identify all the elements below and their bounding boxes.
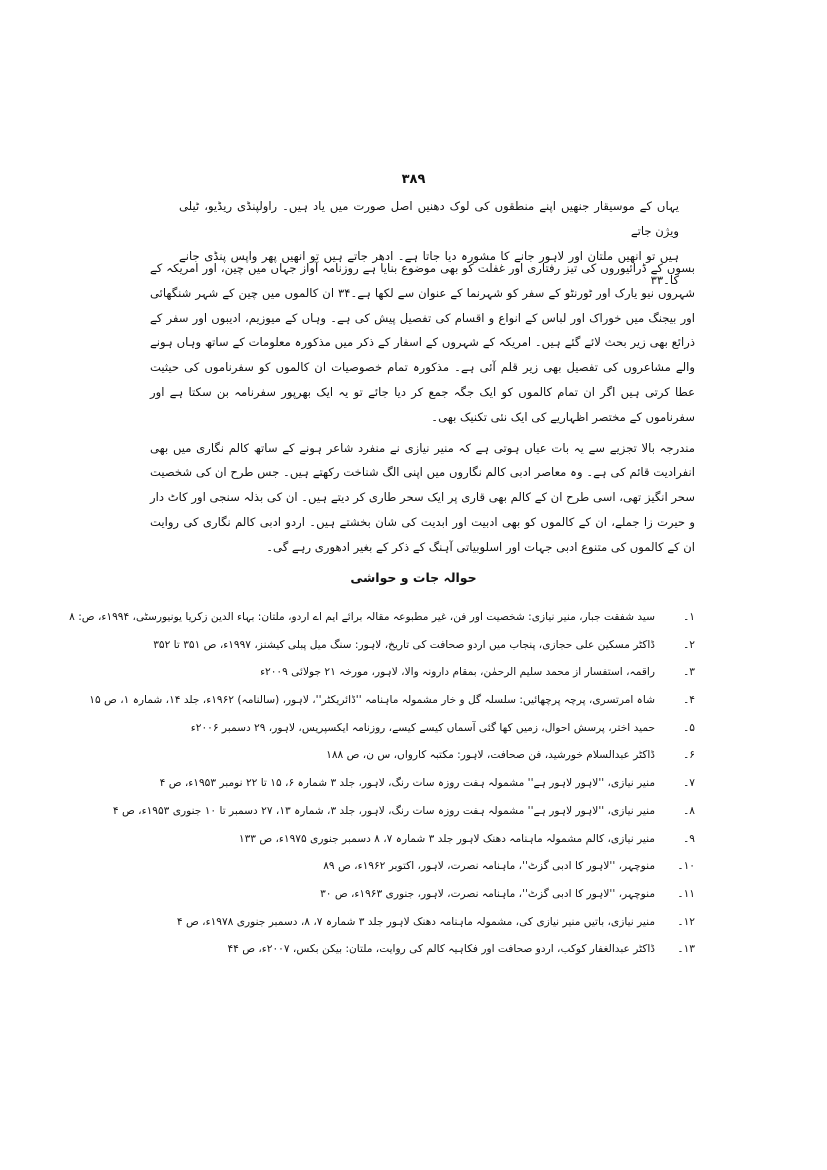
reference-text: منیر نیازی، ''لاہور لاہور ہے'' مشمولہ ہفت روزہ سات رنگ، لاہور، جلد ۳ شمارہ ۶، ۱۵ تا ۲۲ نومبر ۱۹۵۳ء، ص ۴ xyxy=(159,777,655,790)
reference-text: منیر نیازی، باتیں منیر نیازی کی، مشمولہ ماہنامہ دھنک لاہور جلد ۳ شمارہ ۷، ۸، دسمبر جنوری ۱۹۷۸ء، ص ۴ xyxy=(176,915,655,928)
reference-item xyxy=(150,742,695,770)
reference-item xyxy=(89,687,695,715)
paragraph-1: بسوں کے ڈرائیوروں کی تیز رفتاری اور غفلت کو بھی موضوع بنایا ہے روزنامہ آواز جہاں میں چین، اور امریکہ کے شہروں نیو یارک اور ٹورنٹو کے سفر کو شہرنما کے عنوان سے لکھا ہے۔۳۴ ان کالموں میں چین کے شہر شنگھائی اور بیجنگ میں خوراک اور لباس کے انواع و اقسام کی تفصیل پیش کی ہے۔ وہاں کے میوزیم، ادیبوں اور سفر کے ذرائع بھی زیر بحث لائے گئے ہیں۔ امریکہ کے شہروں کے اسفار کے ذکر میں مذکورہ معلومات کے ساتھ وہاں ہونے والے مشاعروں کی تفصیل بھی زیر قلم آئی ہے۔ مذکورہ تمام خصوصیات ان کالموں کو سفرناموں کی حیثیت عطا کرتی ہیں اگر ان تمام کالموں کو ایک جگہ جمع کر دیا جائے تو یہ ایک بھرپور سفرنامہ بن سکتا ہے اور سفرناموں کے مختصر اظہاریے کی ایک نئی تکنیک بھی۔ xyxy=(150,261,695,424)
reference-number: ۵۔ xyxy=(683,721,695,734)
reference-item xyxy=(150,826,695,854)
reference-item xyxy=(150,881,695,909)
body-text xyxy=(150,256,695,560)
reference-text: ڈاکٹر مسکین علی حجازی، پنجاب میں اردو صحافت کی تاریخ، لاہور: سنگ میل پبلی کیشنز، ۱۹۹۷ء، ص ۳۵۱ تا ۳۵۲ xyxy=(153,638,655,651)
reference-text: حمید اختر، پرسش احوال، زمیں کھا گئی آسماں کیسے کیسے، روزنامہ ایکسپریس، لاہور، ۲۹ دسمبر ۲۰۰۶ء xyxy=(190,721,655,734)
reference-number: ۹۔ xyxy=(683,832,695,845)
reference-item xyxy=(69,604,695,632)
reference-number: ۶۔ xyxy=(683,749,695,762)
reference-item xyxy=(150,632,695,660)
reference-text: منیر نیازی، ''لاہور لاہور ہے'' مشمولہ ہفت روزہ سات رنگ، لاہور، جلد ۳، شمارہ ۱۳، ۲۷ دسمبر تا ۱۰ جنوری ۱۹۵۳ء، ص ۴ xyxy=(112,804,655,817)
reference-number: ۲۔ xyxy=(683,638,695,651)
reference-text: راقمہ، استفسار از محمد سلیم الرحمٰن، بمقام دارونہ والا، لاہور، مورخہ ۲۱ جولائی ۲۰۰۹ء xyxy=(260,666,655,679)
reference-text: منیر نیازی، کالم مشمولہ ماہنامہ دھنک لاہور جلد ۳ شمارہ ۷، ۸ دسمبر جنوری ۱۹۷۵ء، ص ۱۳۳ xyxy=(238,832,655,845)
reference-text: شاہ امرتسری، پرچہ پرچھائیں: سلسلہ گل و خار مشمولہ ماہنامہ ''ڈائریکٹر''، لاہور، (سالنامہ) ۱۹۶۲ء، جلد ۱۴، شمارہ ۱، ص ۱۵ xyxy=(89,694,655,707)
reference-item xyxy=(150,659,695,687)
reference-text: سید شفقت جبار، منیر نیازی: شخصیت اور فن، غیر مطبوعہ مقالہ برائے ایم اے اردو، ملتان: بہاء الدین زکریا یونیورسٹی، ۱۹۹۴ء، ص: ۸ xyxy=(69,611,655,623)
page-number: ۳۸۹ xyxy=(401,172,426,187)
reference-text: ڈاکٹر عبدالغفار کوکب، اردو صحافت اور فکاہیہ کالم کی روایت، ملتان: بیکن بکس، ۲۰۰۷ء، ص ۴۴ xyxy=(227,943,655,956)
reference-text: ڈاکٹر عبدالسلام خورشید، فن صحافت، لاہور: مکتبہ کارواں، س ن، ص ۱۸۸ xyxy=(326,749,655,762)
reference-number: ۳۔ xyxy=(683,666,695,679)
reference-item xyxy=(150,936,695,964)
reference-number: ۱۰۔ xyxy=(677,860,695,873)
reference-item xyxy=(150,853,695,881)
reference-number: ۱۲۔ xyxy=(677,915,695,928)
reference-item xyxy=(112,798,695,826)
paragraph-2: مندرجہ بالا تجزیے سے یہ بات عیاں ہوتی ہے کہ منیر نیازی نے منفرد شاعر ہونے کے ساتھ کالم نگاری میں بھی انفرادیت قائم کی ہے۔ وہ معاصر ادبی کالم نگاروں میں اپنی الگ شناخت رکھتے ہیں۔ جس طرح ان کی شخصیت سحر انگیز تھی، اسی طرح ان کے کالم بھی قاری پر ایک سحر طاری کر دیتے ہیں۔ ان کی بذلہ سنجی اور کاٹ دار و حیرت زا جملے، ان کے کالموں کو بھی ادبیت اور ابدیت کی شان بخشتے ہیں۔ اردو ادبی کالم نگاری کی روایت ان کے کالموں کی متنوع ادبی جہات اور اسلوبیاتی آہنگ کے ذکر کے بغیر ادھوری رہے گی۔ xyxy=(150,440,695,554)
reference-number: ۱۔ xyxy=(683,611,695,623)
reference-number: ۱۱۔ xyxy=(677,887,695,900)
reference-number: ۷۔ xyxy=(683,777,695,790)
references-heading: حوالہ جات و حواشی xyxy=(350,570,477,585)
reference-item xyxy=(150,770,695,798)
references-list xyxy=(69,604,695,964)
reference-number: ۱۳۔ xyxy=(677,943,695,956)
reference-number: ۸۔ xyxy=(683,804,695,817)
reference-item xyxy=(150,715,695,743)
reference-text: منوچہر، ''لاہور کا ادبی گزٹ''، ماہنامہ نصرت، لاہور، جنوری ۱۹۶۳ء، ص ۳۰ xyxy=(320,887,655,900)
reference-text: منوچہر، ''لاہور کا ادبی گزٹ''، ماہنامہ نصرت، لاہور، اکتوبر ۱۹۶۲ء، ص ۸۹ xyxy=(323,860,655,873)
quote-line-2: ہیں تو انھیں ملتان اور لاہور جانے کا مشورہ دیا جاتا ہے۔ ادھر جاتے ہیں تو انھیں پھر واپس پنڈی جانے کا۔۳۳ xyxy=(179,248,679,288)
reference-item xyxy=(150,909,695,937)
quote-line-1: یہاں کے موسیقار جنھیں اپنے منطقوں کی لوک دھنیں اصل صورت میں یاد ہیں۔ راولپنڈی ریڈیو، ٹیلی ویژن جاتے xyxy=(179,199,679,238)
reference-number: ۴۔ xyxy=(683,694,695,707)
